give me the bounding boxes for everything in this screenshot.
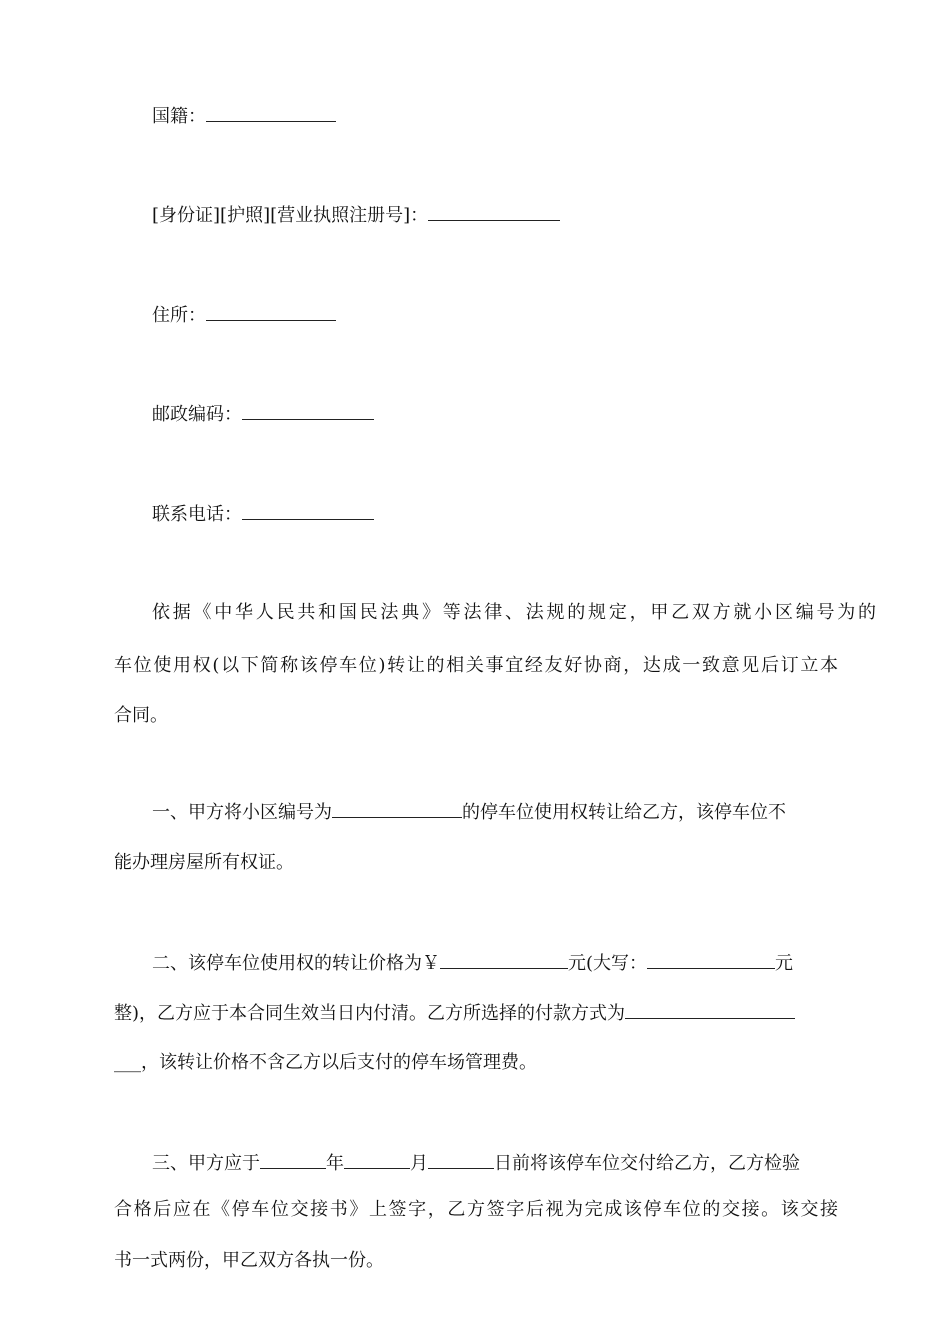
- clause-2-line-2: [114, 1000, 838, 1027]
- day-blank[interactable]: [428, 1150, 494, 1169]
- nationality-blank[interactable]: [206, 103, 336, 122]
- clause-1-line-2: 能办理房屋所有权证。: [114, 852, 294, 873]
- lot-number-blank[interactable]: [332, 799, 462, 818]
- postal-code-label: 邮政编码：: [152, 404, 242, 425]
- payment-method-blank-cont: ___: [114, 1052, 141, 1073]
- nationality-row: [152, 103, 336, 130]
- id-number-blank[interactable]: [428, 202, 560, 221]
- preamble-line-1: 依据《中华人民共和国民法典》等法律、法规的规定，甲乙双方就小区编号为的: [152, 602, 876, 623]
- clause-2-text-b: 元(大写：: [568, 953, 648, 974]
- address-row: [152, 302, 336, 329]
- clause-2-text-d: 整)，乙方应于本合同生效当日内付清。乙方所选择的付款方式为: [114, 1003, 626, 1024]
- id-number-label: [身份证][护照][营业执照注册号]：: [152, 205, 429, 226]
- price-words-blank[interactable]: [647, 950, 775, 969]
- month-label: 月: [410, 1153, 428, 1174]
- year-label: 年: [326, 1153, 344, 1174]
- preamble-line-3: 合同。: [114, 705, 168, 726]
- phone-label: 联系电话：: [152, 504, 242, 525]
- phone-blank[interactable]: [242, 501, 374, 520]
- id-number-row: [152, 202, 560, 229]
- clause-3-line-3: 书一式两份，甲乙双方各执一份。: [114, 1250, 384, 1271]
- clause-1-text-b: 的停车位使用权转让给乙方，该停车位不: [462, 802, 786, 823]
- clause-2-line-3: [114, 1050, 838, 1076]
- preamble-line-2: 车位使用权(以下简称该停车位)转让的相关事宜经友好协商，达成一致意见后订立本: [114, 655, 838, 676]
- nationality-label: 国籍：: [152, 106, 206, 127]
- clause-2-text-e: ，该转让价格不含乙方以后支付的停车场管理费。: [141, 1052, 537, 1073]
- clause-3-line-1: [114, 1150, 876, 1177]
- year-blank[interactable]: [260, 1150, 326, 1169]
- clause-2-text-a: 二、该停车位使用权的转让价格为￥: [152, 953, 440, 974]
- clause-3-line-2: 合格后应在《停车位交接书》上签字，乙方签字后视为完成该停车位的交接。该交接: [114, 1199, 838, 1220]
- clause-2-line-1: [114, 950, 876, 977]
- clause-1-line-1: [114, 799, 876, 826]
- address-label: 住所：: [152, 305, 206, 326]
- phone-row: [152, 501, 374, 528]
- address-blank[interactable]: [206, 302, 336, 321]
- clause-3-text-a: 三、甲方应于: [152, 1153, 260, 1174]
- price-blank[interactable]: [440, 950, 568, 969]
- clause-2-text-c: 元: [775, 953, 794, 974]
- postal-code-row: [152, 401, 374, 428]
- clause-3-text-b: 日前将该停车位交付给乙方，乙方检验: [494, 1153, 800, 1174]
- payment-method-blank[interactable]: [625, 1000, 795, 1019]
- postal-code-blank[interactable]: [242, 401, 374, 420]
- month-blank[interactable]: [344, 1150, 410, 1169]
- clause-1-text-a: 一、甲方将小区编号为: [152, 802, 332, 823]
